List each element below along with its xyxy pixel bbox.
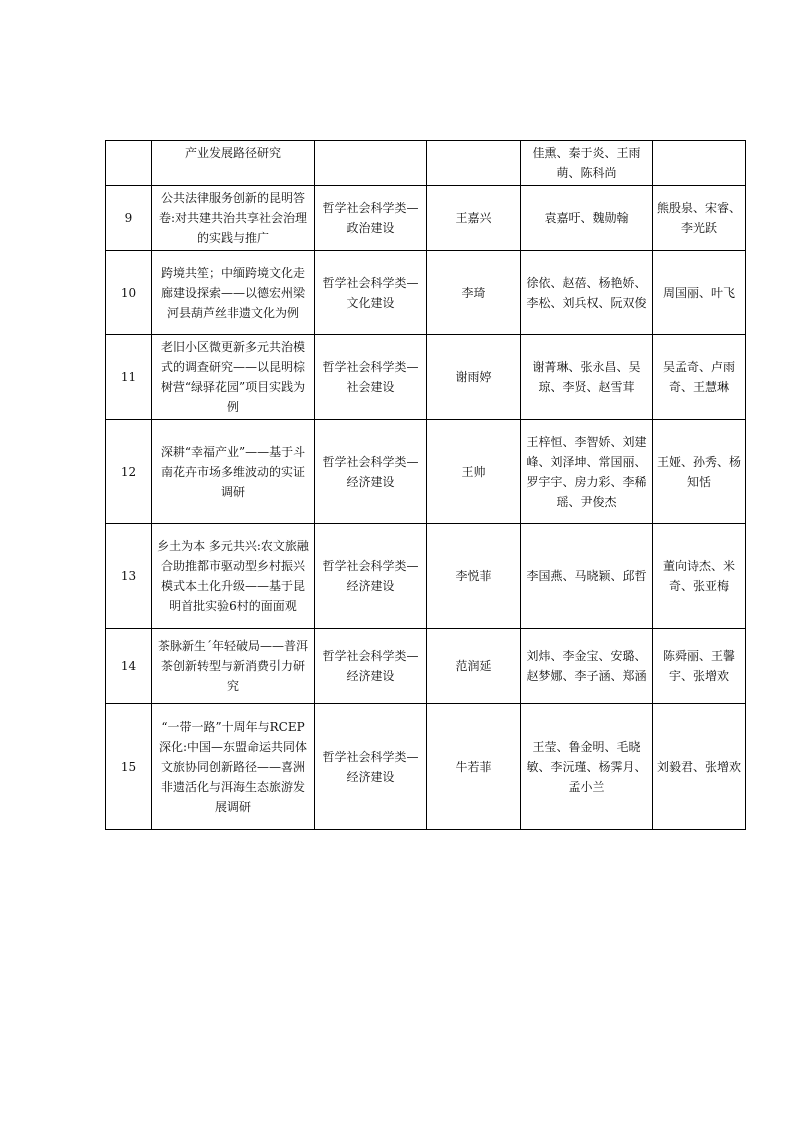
project-leader: 谢雨婷 [427, 335, 521, 420]
project-members: 李国燕、马晓颖、邱哲 [521, 524, 653, 629]
row-number: 15 [106, 704, 152, 830]
row-number: 9 [106, 186, 152, 251]
project-leader: 牛若菲 [427, 704, 521, 830]
project-category: 哲学社会科学类—经济建设 [315, 420, 427, 524]
project-leader: 李琦 [427, 251, 521, 335]
row-number: 11 [106, 335, 152, 420]
project-title: 跨境共笙；中缅跨境文化走廊建设探索——以德宏州梁河县葫芦丝非遗文化为例 [152, 251, 315, 335]
project-leader: 王帅 [427, 420, 521, 524]
project-title: 老旧小区微更新多元共治模式的调查研究——以昆明棕树营“绿驿花园”项目实践为例 [152, 335, 315, 420]
project-category: 哲学社会科学类—社会建设 [315, 335, 427, 420]
project-category: 哲学社会科学类—经济建设 [315, 524, 427, 629]
table-row [106, 524, 746, 629]
project-category [315, 141, 427, 186]
project-advisor: 熊殷泉、宋睿、李光跃 [653, 186, 746, 251]
table-row [106, 704, 746, 830]
project-advisor: 董向诗杰、米奇、张亚梅 [653, 524, 746, 629]
table-row [106, 251, 746, 335]
row-number [106, 141, 152, 186]
project-advisor: 陈舜丽、王馨宇、张增欢 [653, 629, 746, 704]
project-members: 王梓恒、李智娇、刘建峰、刘泽坤、常国丽、罗宇宇、房力彩、李稀瑶、尹俊杰 [521, 420, 653, 524]
project-members: 谢菁琳、张永昌、吴琼、李贤、赵雪茸 [521, 335, 653, 420]
project-members: 袁嘉吁、魏勋翰 [521, 186, 653, 251]
project-leader: 李悦菲 [427, 524, 521, 629]
project-advisor: 吴孟奇、卢雨奇、王慧琳 [653, 335, 746, 420]
project-title: 深耕“幸福产业”——基于斗南花卉市场多维波动的实证调研 [152, 420, 315, 524]
table-row [106, 629, 746, 704]
table-row [106, 420, 746, 524]
row-number: 13 [106, 524, 152, 629]
project-category: 哲学社会科学类—经济建设 [315, 629, 427, 704]
table-row [106, 141, 746, 186]
table-row [106, 335, 746, 420]
project-title: 公共法律服务创新的昆明答卷:对共建共治共享社会治理的实践与推广 [152, 186, 315, 251]
project-members: 佳熏、秦于炎、王雨萌、陈科尚 [521, 141, 653, 186]
project-leader: 范润延 [427, 629, 521, 704]
project-advisor: 王娅、孙秀、杨知恬 [653, 420, 746, 524]
project-members: 刘炜、李金宝、安璐、赵梦娜、李子涵、郑涵 [521, 629, 653, 704]
project-members: 王莹、鲁金明、毛晓敏、李沅瑾、杨霁月、孟小兰 [521, 704, 653, 830]
project-advisor: 刘毅君、张增欢 [653, 704, 746, 830]
row-number: 12 [106, 420, 152, 524]
project-category: 哲学社会科学类—政治建设 [315, 186, 427, 251]
project-title: “一带一路”十周年与RCEP深化:中国—东盟命运共同体文旅协同创新路径——喜洲非遗活化与洱海生态旅游发展调研 [152, 704, 315, 830]
row-number: 10 [106, 251, 152, 335]
project-advisor [653, 141, 746, 186]
project-title: 茶脉新生ˊ年轻破局——普洱茶创新转型与新消费引力研究 [152, 629, 315, 704]
project-category: 哲学社会科学类—经济建设 [315, 704, 427, 830]
project-category: 哲学社会科学类—文化建设 [315, 251, 427, 335]
row-number: 14 [106, 629, 152, 704]
table-row [106, 186, 746, 251]
project-leader [427, 141, 521, 186]
project-table [105, 140, 746, 830]
project-advisor: 周国丽、叶飞 [653, 251, 746, 335]
project-leader: 王嘉兴 [427, 186, 521, 251]
project-title: 乡土为本 多元共兴:农文旅融合助推都市驱动型乡村振兴模式本土化升级——基于昆明首批实验6村的面面观 [152, 524, 315, 629]
project-members: 徐依、赵蓓、杨艳娇、李松、刘兵权、阮双俊 [521, 251, 653, 335]
project-title: 产业发展路径研究 [152, 141, 315, 186]
